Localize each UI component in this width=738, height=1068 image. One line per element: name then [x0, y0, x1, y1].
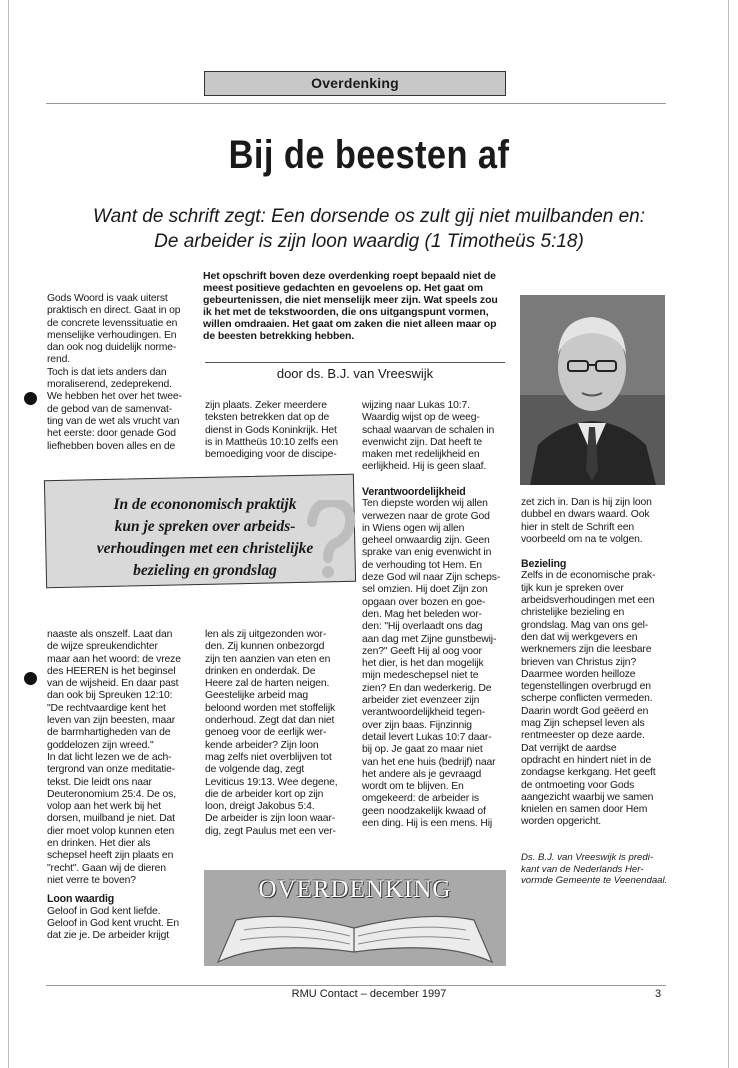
text-line: loon, dreigt Jakobus 5:4.: [205, 801, 315, 813]
open-book-icon: [204, 870, 506, 966]
text-line: kende arbeider? Zijn loon: [205, 739, 319, 751]
text-line: het andere als je gevraagd: [362, 768, 482, 780]
text-line: Geloof in God kent vrucht. En: [47, 917, 179, 929]
text-line: voorbeeld om na te volgen.: [521, 533, 643, 545]
text-line: zen?" Geeft Hij al oog voor: [362, 645, 482, 657]
text-line: het eerste: door genade God: [47, 428, 176, 440]
text-line: van de wijsheid. En daar past: [47, 678, 179, 690]
text-line: scherpe conflicten vermeden.: [521, 693, 653, 705]
text-line: Deuteronomium 25:4. De os,: [47, 788, 176, 800]
column-2-top: [205, 400, 355, 461]
text-line: Daarmee worden heilloze: [521, 668, 636, 680]
text-line: "De rechtvaardige kent het: [47, 702, 166, 714]
text-line: Geloof in God kent liefde.: [47, 905, 161, 917]
text-line: de barmhartigheden van de: [47, 727, 171, 739]
text-line: In dat licht lezen we de ach-: [47, 751, 172, 763]
text-line: dorsen, muilband je niet. Dat: [47, 813, 175, 825]
text-line: praktisch en direct. Gaat in op: [47, 305, 181, 317]
subtitle-line: De arbeider is zijn loon waardig (1 Timotheüs 5:18): [154, 231, 584, 252]
text-line: We hebben het over het twee-: [47, 391, 182, 403]
text-line: naaste als onszelf. Laat dan: [47, 629, 173, 640]
header-rule: [46, 103, 666, 104]
text-line: dan ook nog duidelijk norme-: [47, 342, 177, 354]
page-number: 3: [655, 988, 662, 1000]
text-line: bij op. Je gaat zo maar niet: [362, 744, 483, 756]
column-2-bottom: [205, 629, 357, 838]
margin-hole-mark: [24, 392, 37, 405]
text-line: zondagse kerkgang. Het geeft: [521, 767, 656, 779]
text-line: moraliserend, zedeprekend.: [47, 379, 172, 391]
text-line: dienst in Gods Koninkrijk. Het: [205, 424, 337, 436]
text-line: tegenstellingen overbrugd en: [521, 681, 651, 693]
caption-line: kant van de Nederlands Her-: [521, 863, 644, 875]
text-line: dan ook bij Spreuken 12:10:: [47, 690, 173, 702]
text-line: omgekeerd: de arbeider is: [362, 793, 479, 805]
text-line: arbeidsverhoudingen met een: [521, 595, 655, 607]
subheading-loon-waardig: Loon waardig: [47, 893, 115, 906]
text-line: worden opgericht.: [521, 816, 602, 828]
text-line: Waardig wijst op de weeg-: [362, 412, 480, 424]
text-line: geheel onwaardig zijn. Geen: [362, 535, 490, 547]
text-line: Dat verrijkt de aardse: [521, 742, 617, 754]
author-photo: [520, 295, 665, 485]
text-line: ting van de wet als vrucht van: [47, 415, 180, 427]
text-line: over zijn baas. Fijnzinnig: [362, 719, 472, 731]
text-line: sprake van enig evenwicht in: [362, 547, 492, 559]
text-line: grondslag. Mag van ons gel-: [521, 619, 649, 631]
column-4: [521, 497, 676, 829]
banner-title: OVERDENKING: [258, 876, 452, 903]
column-3-top: [362, 400, 512, 474]
text-line: dier moet volop kunnen eten: [47, 825, 175, 837]
text-line: zien? En dan wederkerig. De: [362, 682, 492, 694]
text-line: Zelfs in de economische prak-: [521, 570, 656, 582]
text-line: Leviticus 19:13. Wee degene,: [205, 776, 338, 788]
text-line: de concrete levenssituatie en: [47, 317, 178, 329]
text-line: zet zich in. Dan is hij zijn loon: [521, 497, 652, 508]
text-line: schepsel heeft zijn plaats en: [47, 850, 174, 862]
text-line: drinken en onderdak. De: [205, 665, 316, 677]
text-line: niet verre te boven?: [47, 874, 136, 886]
text-line: dat zie je. De arbeider krijgt: [47, 930, 169, 942]
text-line: Gods Woord is vaak uiterst: [47, 293, 168, 304]
text-line: De arbeider is zijn loon waar-: [205, 813, 336, 825]
text-line: en drinken. Het dier als: [47, 838, 151, 850]
scan-edge-left: [8, 0, 9, 1068]
text-line: die de arbeider kort op zijn: [205, 788, 324, 800]
text-line: mijn medeschepsel niet te: [362, 670, 479, 682]
byline: door ds. B.J. van Vreeswijk: [205, 362, 505, 381]
text-line: den: "Hij overlaadt ons dag: [362, 621, 483, 633]
text-line: goddelozen zijn wreed.": [47, 739, 154, 751]
text-line: eerlijkheid. Hij is geen slaaf.: [362, 461, 487, 473]
text-line: deze God wil naar Zijn scheps-: [362, 572, 501, 584]
text-line: Geestelijke arbeid mag: [205, 690, 308, 702]
column-1-bottom: [47, 629, 197, 942]
text-line: mag Zijn schepsel leven als: [521, 718, 645, 730]
text-line: leven van zijn beesten, maar: [47, 715, 176, 727]
text-line: den. Mag het beleden wor-: [362, 608, 482, 620]
section-tag: Overdenking: [204, 71, 506, 96]
text-line: brieven van Christus zijn?: [521, 656, 637, 668]
text-line: verantwoordelijkheid tegen-: [362, 707, 486, 719]
text-line: tijk kun je spreken over: [521, 582, 624, 594]
text-line: wordt om te blijven. En: [362, 781, 464, 793]
scan-edge-right: [728, 0, 729, 1068]
text-line: zijn plaats. Zeker meerdere: [205, 400, 327, 411]
pull-quote-line: In de econonomisch praktijk: [113, 496, 297, 513]
footer-publication: RMU Contact – december 1997: [291, 988, 447, 1000]
column-1-top: [47, 293, 195, 453]
text-line: den dat wij werkgevers en: [521, 631, 638, 643]
text-line: rentmeester op deze aarde.: [521, 730, 645, 742]
author-caption: [521, 852, 671, 887]
text-line: werknemers zijn die leesbare: [521, 644, 652, 656]
text-line: beloond worden met stoffelijk: [205, 702, 336, 714]
text-line: opdracht en hindert niet in de: [521, 754, 652, 766]
text-line: mag zelfs niet overblijven tot: [205, 751, 332, 763]
text-line: volop aan het werk bij het: [47, 801, 161, 813]
subtitle-line: Want de schrift zegt: Een dorsende os zult gij niet muilbanden en:: [92, 206, 646, 227]
subheading-bezieling: Bezieling: [521, 558, 567, 571]
text-line: des HEEREN is het beginsel: [47, 665, 176, 677]
column-3-bottom: [362, 486, 514, 830]
text-line: christelijke bezieling en: [521, 607, 625, 619]
article-subtitle: [60, 204, 678, 254]
text-line: teksten betrekken dat op de: [205, 412, 330, 424]
text-line: de verhouding tot Hem. En: [362, 559, 482, 571]
text-line: de volgende dag, zegt: [205, 764, 305, 776]
text-line: schaal waarvan de schalen in: [362, 424, 495, 436]
text-line: opgaan over bozen en goe-: [362, 596, 486, 608]
text-line: liefhebben boven alles en de: [47, 440, 176, 452]
text-line: detail levert Lukas 10:7 daar-: [362, 731, 492, 743]
text-line: aangezicht waarbij we samen: [521, 791, 654, 803]
text-line: zijn ten aanzien van eten en: [205, 653, 331, 665]
text-line: Ten diepste worden wij allen: [362, 498, 488, 510]
text-line: de ontmoeting voor Gods: [521, 779, 635, 791]
text-line: onderhoud. Zegt dat dan niet: [205, 715, 335, 727]
margin-hole-mark: [24, 672, 37, 685]
text-line: verwezen naar de grote God: [362, 510, 490, 522]
text-line: rend.: [47, 354, 70, 366]
text-line: wijzing naar Lukas 10:7.: [362, 400, 470, 411]
text-line: evenwicht zijn. Dat heeft te: [362, 436, 482, 448]
text-line: in Wiens ogen wij allen: [362, 522, 465, 534]
text-line: maken met redelijkheid en: [362, 449, 480, 461]
text-line: sel omzien. Hij doet Zijn zon: [362, 584, 488, 596]
text-line: "recht". Gaan wij de dieren: [47, 862, 166, 874]
text-line: geen noodzakelijk kwaad of: [362, 805, 486, 817]
text-line: de wijze spreukendichter: [47, 641, 158, 653]
text-line: knielen en samen door Hem: [521, 804, 648, 816]
footer-rule: [46, 985, 666, 986]
text-line: tergrond van onze meditatie-: [47, 764, 176, 776]
text-line: het dier, is het dan mogelijk: [362, 658, 484, 670]
text-line: dig, zegt Paulus met een ver-: [205, 825, 336, 837]
article-title: Bij de beesten af: [228, 133, 510, 177]
pull-quote: [60, 494, 350, 582]
text-line: genoeg voor de eerlijk wer-: [205, 727, 327, 739]
text-line: de gebod van de samenvat-: [47, 403, 173, 415]
caption-line: Ds. B.J. van Vreeswijk is predi-: [521, 852, 654, 863]
text-line: is in Mattheüs 10:10 zelfs een: [205, 436, 338, 448]
subheading-verantwoordelijkheid: Verantwoordelijkheid: [362, 486, 466, 498]
pull-quote-line: bezieling en grondslag: [133, 562, 277, 579]
text-line: aan dag met Zijne gunstbewij-: [362, 633, 497, 645]
text-line: bemoediging voor de discipe-: [205, 449, 337, 461]
text-line: len als zij uitgezonden wor-: [205, 629, 327, 640]
pull-quote-line: kun je spreken over arbeids-: [114, 518, 296, 535]
text-line: hier in stelt de Schrift een: [521, 521, 635, 533]
author-portrait-icon: [520, 295, 665, 485]
article-intro: Het opschrift boven deze overdenking roept bepaald niet de meest positieve gedachten en gevoelens op. Het gaat om gebeurtenissen, die niet menselijk meer zijn. Wat speels zou ik het met de tekstwoorden, die ons uitgangspunt vormen, willen omdraaien. Het gaat om zaken die niet alleen maar op de beesten betrekking hebben.: [203, 270, 498, 342]
text-line: menselijke verhoudingen. En: [47, 329, 177, 341]
text-line: Daarin wordt God geëerd en: [521, 705, 649, 717]
text-line: Toch is dat iets anders dan: [47, 366, 167, 378]
text-line: tekst. Die leidt ons naar: [47, 776, 152, 788]
text-line: den. Zij kunnen onbezorgd: [205, 641, 325, 653]
text-line: van het ene huis (bedrijf) naar: [362, 756, 496, 768]
text-line: Heere zal de harten neigen.: [205, 678, 330, 690]
caption-line: vormde Gemeente te Veenendaal.: [521, 875, 668, 886]
text-line: arbeider ziet evenzeer zijn: [362, 695, 480, 707]
text-line: dubbel en dwars waard. Ook: [521, 509, 650, 521]
text-line: maar aan het woord: de vreze: [47, 653, 181, 665]
pull-quote-line: verhoudingen met een christelijke: [96, 540, 314, 557]
text-line: een ding. Hij is een mens. Hij: [362, 818, 493, 830]
